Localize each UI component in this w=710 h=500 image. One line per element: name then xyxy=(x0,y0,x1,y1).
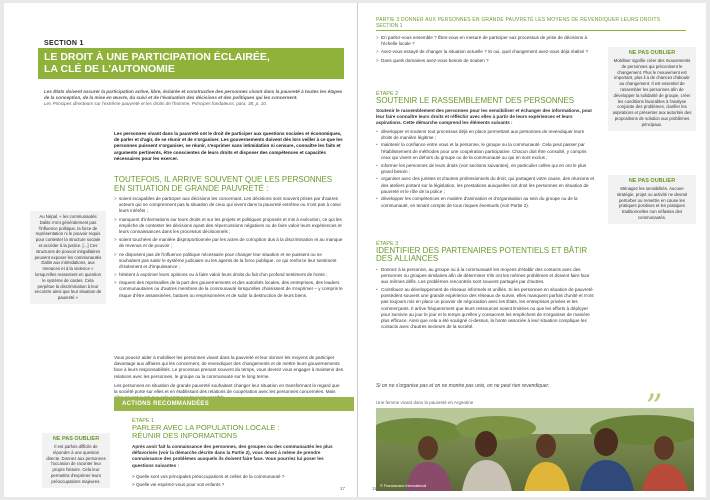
reminder-box xyxy=(42,433,110,488)
list-item: > soient incapables de participer aux décisions les concernant. Les décisions sont souvent prises par d'autres acteurs qui ne comprennent pas la situation de ceux qui vivent dans la pauvreté extrême ou n'ont pas à cœur leurs intérêts ; xyxy=(114,196,344,215)
paragraph: Les personnes en situation de grande pauvreté souhaitant changer leur situation en transformant le regard que la société porte sur elles et en établissant des relations de coopération avec les personnes concernées. Mais xyxy=(114,382,340,394)
step-1-text: Après avoir fait la connaissance des personnes, des groupes ou des communautés les plus défavorisés (voir la démarche décrite dans la Partie 2), vous devez à même de prendre connaissance des problèmes auxquels ils doivent faire face. Vous pourriez lui poser les questions suivantes : xyxy=(132,444,333,468)
intro-source: Les Principes directeurs sur l'extrême pauvreté et les droits de l'homme, Principes fondateurs, para. 38, p. 10. xyxy=(44,101,268,107)
actions-heading: ACTIONS RECOMMANDÉES xyxy=(114,397,354,411)
reminder-title: NE PAS OUBLIER xyxy=(628,178,676,184)
step-3-title-line-1: IDENTIFIER DES PARTENAIRES POTENTIELS ET BÂTIR xyxy=(376,246,588,255)
list-item: > En parlez-vous ensemble ? Êtes-vous en mesure de participer aux processus de prise de décisions à l'échelle locale ? xyxy=(376,35,596,47)
step-1-title-line-1: PARLER AVEC LA POPULATION LOCALE : xyxy=(132,423,280,432)
list-item: • Donnez à la personne, au groupe ou à la communauté les moyens d'établir des contacts avec des personnes ou groupes similaires afin de déterminer s'ils ont les mêmes problèmes et doivent faire face aux mêmes défis. Les problèmes rencontrés sont souvent partagés par d'autres. xyxy=(376,267,596,286)
step-2-lead: Soutenir le rassemblement des personnes pour les sensibiliser et échanger des informations, pour leur faire connaître leurs droits et réfléchir avec elles à partir de leurs expériences et leurs aspirations. Cette démarche comprend les éléments suivants : xyxy=(376,108,593,126)
bullet-list xyxy=(114,196,344,301)
nepal-sidebar xyxy=(30,211,106,304)
step-2-title: SOUTENIR LE RASSEMBLEMENT DES PERSONNES xyxy=(376,96,575,105)
questions-list xyxy=(376,35,596,66)
reminder-box-1 xyxy=(608,47,696,131)
step-3-label: ÉTAPE 3 xyxy=(376,241,399,247)
reminder-title: NE PAS OUBLIER xyxy=(628,50,676,56)
step-3-title-line-2: DES ALLIANCES xyxy=(376,254,439,264)
intro-text: Les États doivent assurer la participation active, libre, éclairée et constructive des personnes vivant dans la pauvreté à toutes les étapes de la conception, de la mise en œuvre, du suivi et de l'évaluation des décisions et des politiques qui les concernent. xyxy=(44,89,343,101)
list-item: • développer les compétences en matière d'animation et d'organisation au sein du groupe ou de la communauté, en tenant compte de tous risques éventuels (voir Partie 2). xyxy=(376,196,596,208)
nepal-text: Au Népal, « les communautés Dalits n'ont généralement pas l'influence politique, la force de représentation ni le pouvoir requis pour contester la structure sociale et accéder à la justice. [...] Ces structures de pouvoir inégalitaires peuvent exposer les communautés Dalits aux intimidations, aux menaces et à la violence » lorsqu'elles ressentent en question le système de castes. Cela perpétue la discrimination à leur encontre ainsi que leur situation de pauvreté » xyxy=(34,214,102,301)
header-divider xyxy=(376,30,686,31)
list-item: • Contribuez au développement de réseaux informels et unifiés. Si les personnes en situation de pauvreté possèdent souvent une grande expérience des réseaux de survie, elles manquent parfois d'unité et n'ont pas toujours mis en place un pouvoir de négociation avec les États, les entreprises privées et les commerçants. Il arrive fréquemment que leurs ressources soient limitées ou que les efforts à déployer pour survivre au jour le jour et le temps qu'elles y consacrent les empêchent de s'organiser de manière plus efficace. Ainsi que cela a été souligné ci-dessus, la honte associée à leur situation complique les contacts avec d'autres secteurs de la société. xyxy=(376,287,596,330)
list-item: > manquent d'informations sur leurs droits et sur les projets et politiques proposés et mis à exécution, ce qui les empêche de contester les décisions ayant des répercussions négatives ou de faire valoir leurs expériences et leurs connaissances dans les processus décisionnels ; xyxy=(114,217,344,236)
right-page xyxy=(358,3,706,497)
step-1-body xyxy=(132,444,346,469)
question-2: > Quelle vie espérez-vous pour vos enfants ? xyxy=(132,482,225,487)
photo-credit: © Franciscans International xyxy=(380,484,427,488)
title-line-2: LA CLÉ DE L'AUTONOMIE xyxy=(44,62,175,75)
step-2-label: ÉTAPE 2 xyxy=(376,91,399,97)
step-1-title xyxy=(132,424,332,440)
running-header-section: SECTION 1 xyxy=(376,23,403,29)
step-2-body xyxy=(376,108,596,210)
list-item: • organiser avec des juristes et d'autres professionnels du droit, qui partagent votre cause, des réunions et des ateliers portant sur la législation, les prestations auxquelles ont droit les personnes en situation de pauvreté et le rôle de la police ; xyxy=(376,176,596,195)
quote-mark-icon: „ xyxy=(646,366,664,406)
reminder-text: Il est parfois difficile de répondre à une question directe. Donnez aux personnes l'occasion de raconter leur propre histoire. Cela leur permettra d'exprimer leurs préoccupations majeures. xyxy=(46,444,106,484)
list-item: • informer les personnes de leurs droits (voir sections suivantes), en particulier celles qui en ont le plus grand besoin ; xyxy=(376,163,596,175)
list-item: • maintenir la confiance entre vous et la personne, le groupe ou la communauté. Cela peut passer par l'établissement de méthodes pour une coopération participative. Chacun doit être consulté, y compris ceux qui vivent en dehors du groupe ou de la communauté ou qui en sont exclus ; xyxy=(376,142,596,161)
lead-block xyxy=(114,131,344,162)
subheading: TOUTEFOIS, IL ARRIVE SOUVENT QUE LES PERSONNES EN SITUATION DE GRANDE PAUVRETÉ : xyxy=(114,175,333,193)
step-2-list xyxy=(376,129,596,209)
step-3-body xyxy=(376,267,596,332)
title-line-1: LE DROIT À UNE PARTICIPATION ÉCLAIRÉE, xyxy=(44,51,270,63)
community-photo xyxy=(376,408,694,491)
step-3-title xyxy=(376,247,596,264)
list-item: > Avez-vous essayé de changer la situation actuelle ? Si oui, quel changement avez-vous déjà réalisé ? xyxy=(376,49,596,55)
list-item: > ne disposent pas de l'influence politique nécessaire pour changer leur situation et ne puissent ou ne souhaitent pas saisir le système judiciaire ou les agents de la force publique, ce qui renforce leur sentiment d'isolement et d'impuissance ; xyxy=(114,252,344,271)
list-item: > soient touchées de manière disproportionnée par les actes de corruption dus à la discrimination et au manque de revenus et de pouvoir ; xyxy=(114,237,344,249)
reminder-box-2 xyxy=(608,175,696,224)
running-header: PARTIE 3 DONNER AUX PERSONNES EN GRANDE PAUVRETÉ LES MOYENS DE REVENDIQUER LEURS DROITS xyxy=(376,17,661,23)
question-1-text: Quelle sont vos principales préoccupations et celles de la communauté ? xyxy=(135,474,285,479)
reminder-text: Ménagez les sensibilités. Aucune stratégie, projet ou activité ne devrait perturber ou remettre en cause les pratiques positives et les pratiques traditionnelles non néfastes des communautés. xyxy=(616,186,688,220)
question-2-text: Quelle vie espérez-vous pour vos enfants ? xyxy=(135,482,225,487)
step-1-label: ÉTAPE 1 xyxy=(132,418,155,424)
section-label: SECTION 1 xyxy=(44,40,84,47)
page-title xyxy=(38,48,344,79)
paragraph: Vous pouvez aider à mobiliser les personnes vivant dans la pauvreté et leur donner les moyens de participer davantage aux affaires qui les concernent, de revendiquer des changements et de mettre leurs gouvernements face à leurs responsabilités. Le processus prenant souvent du temps, vous devrez vous engager à maintenir des relations avec les personnes, le groupe ou la communauté sur le long terme. xyxy=(114,355,344,379)
quote-source: Une femme vivant dans la pauvreté en Argentine xyxy=(376,400,474,405)
reminder-title: NE PAS OUBLIER xyxy=(52,436,100,442)
page-number: 17 xyxy=(340,486,346,491)
list-item: > risquent des représailles de la part des gouvernements et des autorités locales, des entreprises, des leaders communautaires ou d'autres membres de la communauté lorsqu'elles choisissent de s'exprimer – y compris le risque d'être assassinées, battues ou emprisonnées et de subir la destruction de leurs biens. xyxy=(114,280,344,299)
lead-text: Les personnes vivant dans la pauvreté ont le droit de participer aux questions sociales et économiques, de parler et d'agir, de se réunir et de s'organiser. Les gouvernements doivent dès lors veiller à ce que les personnes puissent s'organiser, se réunir, s'exprimer sans intimidation ni censure, connaître les faits et arguments pertinents, être conscientes de leurs droits et disposer des compétences et capacités nécessaires pour les exercer. xyxy=(114,131,343,161)
step-1-title-line-2: RÉUNIR DES INFORMATIONS xyxy=(132,430,238,440)
list-item: > hésitent à exprimer leurs opinions ou à faire valoir leurs droits du fait d'un profond sentiment de honte ; xyxy=(114,272,344,278)
question-1: > Quelle sont vos principales préoccupations et celles de la communauté ? xyxy=(132,474,285,479)
quote-text: Si on ne s'organise pas et on ne montre pas unis, on ne peut rien revendiquer. xyxy=(376,383,550,389)
list-item: • développer et soutenir tout processus déjà en place permettant aux personnes de revendiquer leurs droits de manière légitime ; xyxy=(376,129,596,141)
intro-block xyxy=(44,89,344,108)
list-item: > Dans quels domaines avez-vous besoin de soutien ? xyxy=(376,58,596,64)
left-page xyxy=(4,3,358,497)
step-3-list xyxy=(376,267,596,330)
photo-illustration xyxy=(376,408,694,491)
page-number: 18 xyxy=(372,486,378,491)
document-spread xyxy=(4,3,706,497)
reminder-text: Mobiliser signifie créer des mouvements de personnes qui préconisent le changement. Plus le mouvement est important, plus il a de chances d'aboutir au changement. Il est essentiel de rassembler les personnes afin de développer la solidarité de groupe, créer les conditions favorables à l'analyse conjointe des problèmes, clarifier les aspirations et présenter aux autorités des propositions de solution aux problèmes principaux. xyxy=(612,58,692,127)
